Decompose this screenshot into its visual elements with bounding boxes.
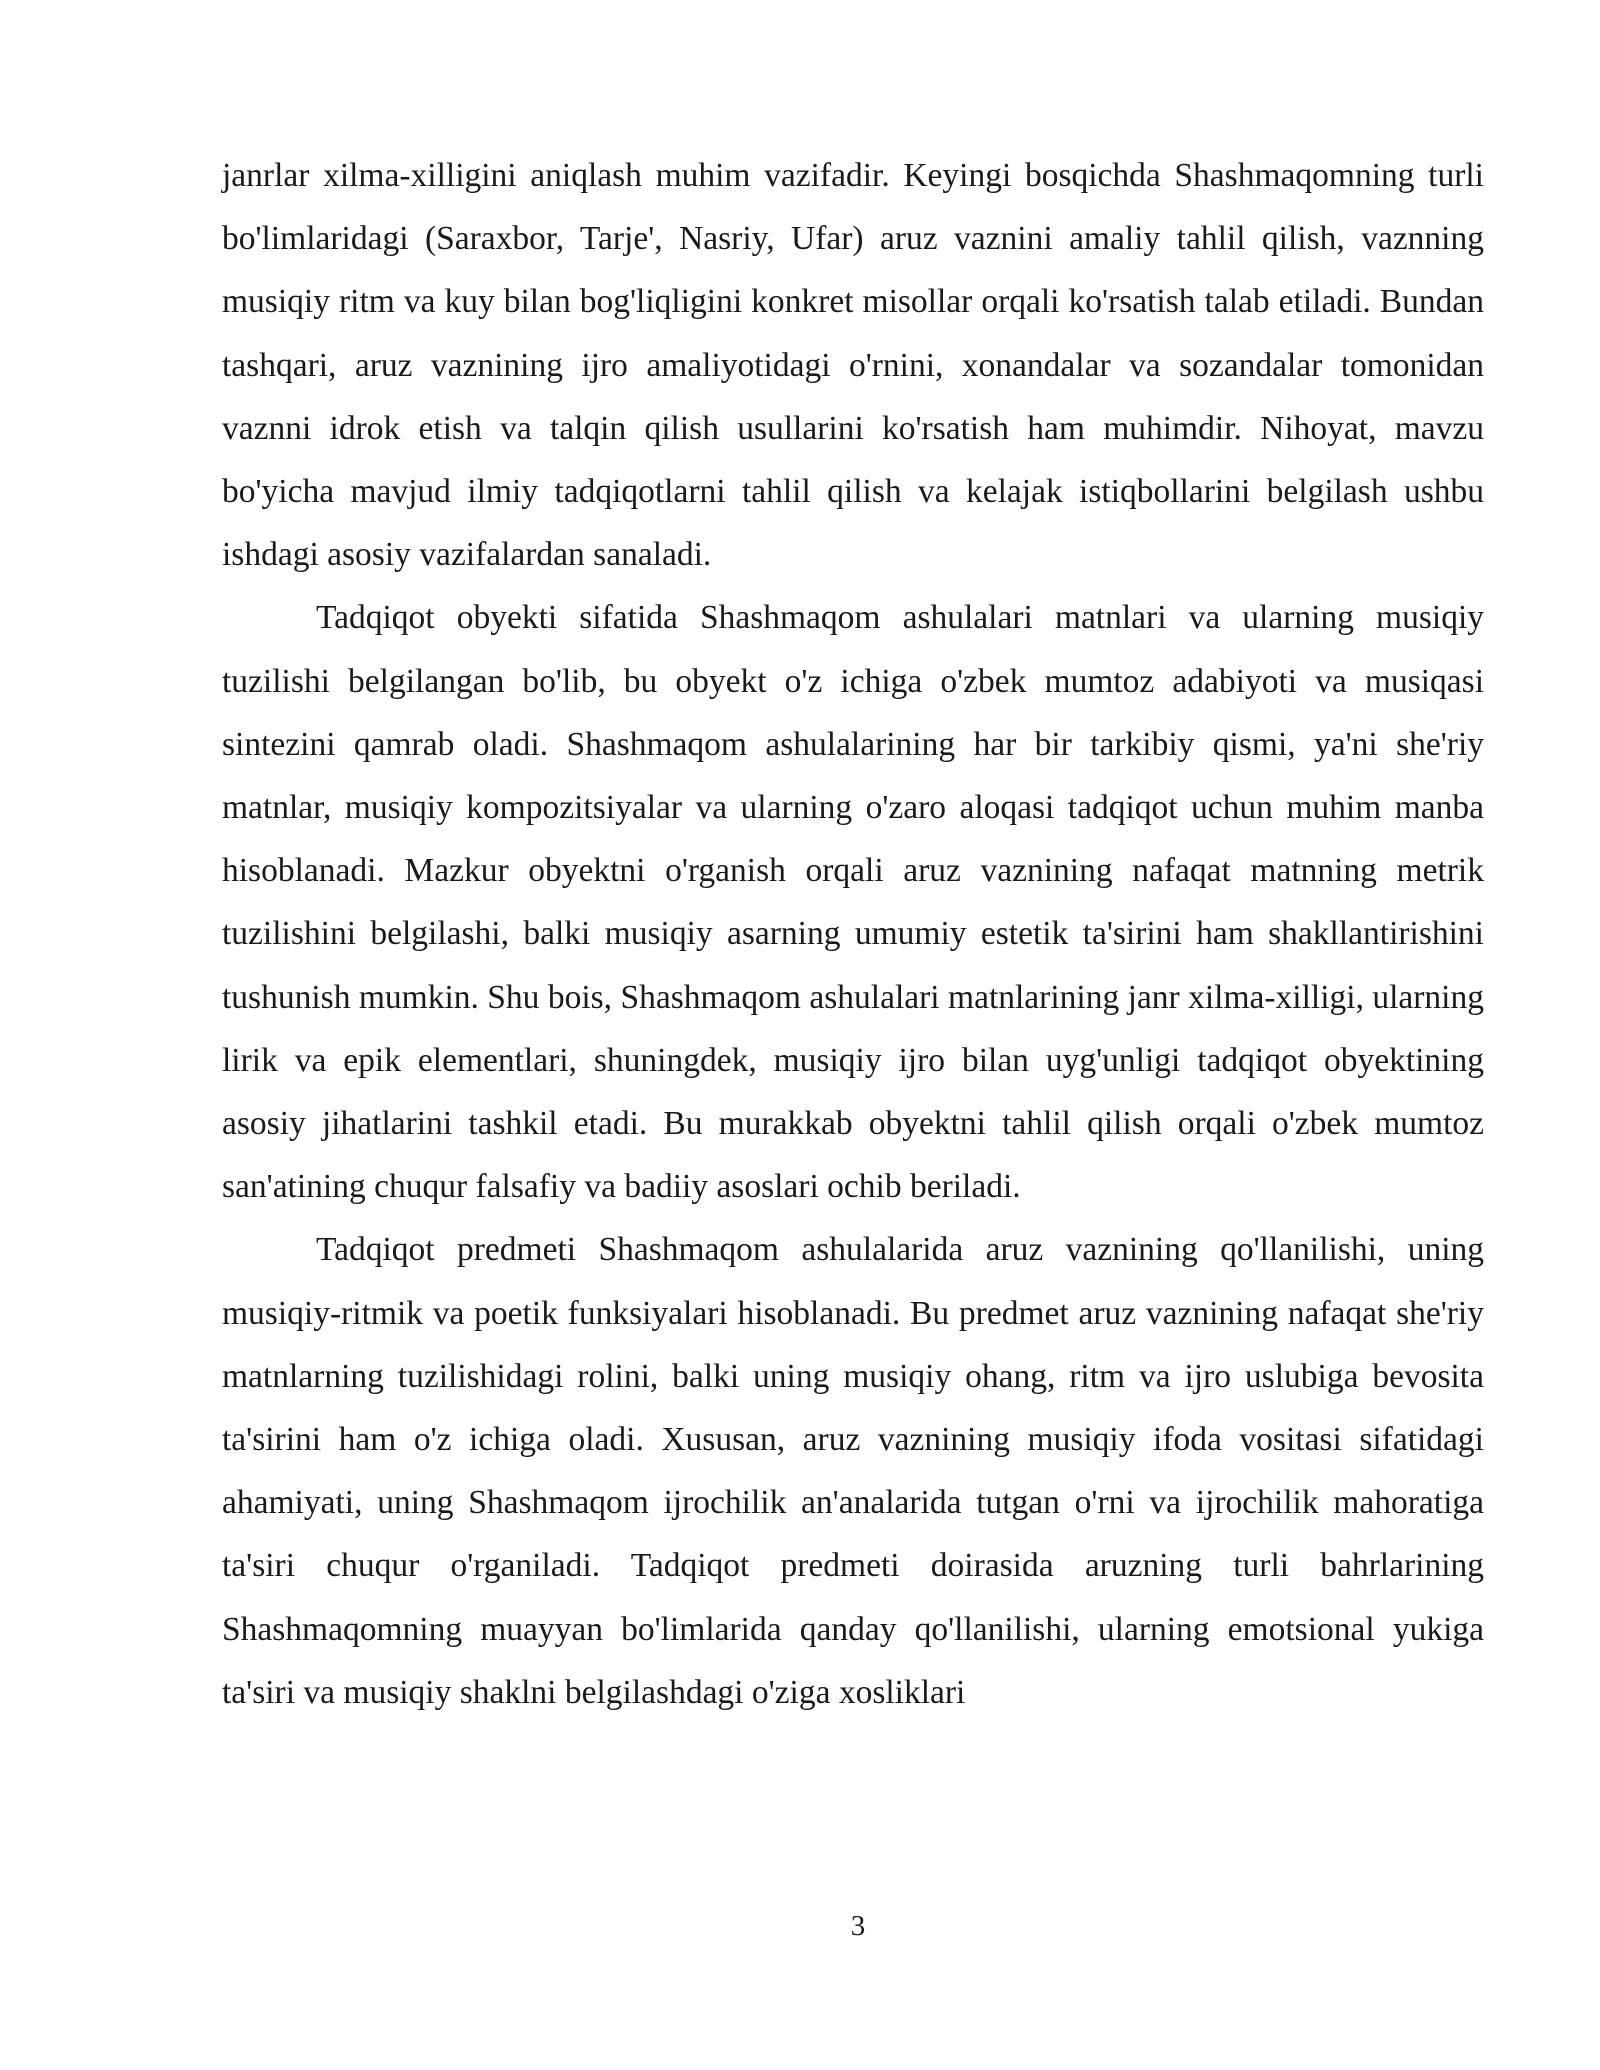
paragraph-continuation: janrlar xilma-xilligini aniqlash muhim vazifadir. Keyingi bosqichda Shashmaqomning turli bo'limlaridagi (Saraxbor, Tarje', Nasriy, Ufar) aruz vaznini amaliy tahlil qilish, vaznning musiqiy ritm va kuy bilan bog'liqligini konkret misollar orqali ko'rsatish talab etiladi. Bundan tashqari, aruz vaznining ijro amaliyotidagi o'rnini, xonandalar va sozandalar tomonidan vaznni idrok etish va talqin qilish usullarini ko'rsatish ham muhimdir. Nihoyat, mavzu bo'yicha mavjud ilmiy tadqiqotlarni tahlil qilish va kelajak istiqbollarini belgilash ushbu ishdagi asosiy vazifalardan sanaladi.	[222, 157, 1484, 574]
body-text	[222, 144, 1484, 1724]
page-number: 3	[850, 1910, 866, 1942]
paragraph-research-subject: Tadqiqot predmeti Shashmaqom ashulalarida aruz vaznining qo'llanilishi, uning musiqiy-ritmik va poetik funksiyalari hisoblanadi. Bu predmet aruz vaznining nafaqat she'riy matnlarning tuzilishidagi rolini, balki uning musiqiy ohang, ritm va ijro uslubiga bevosita ta'sirini ham o'z ichiga oladi. Xususan, aruz vaznining musiqiy ifoda vositasi sifatidagi ahamiyati, uning Shashmaqom ijrochilik an'analarida tutgan o'rni va ijrochilik mahoratiga ta'siri chuqur o'rganiladi. Tadqiqot predmeti doirasida aruzning turli bahrlarining Shashmaqomning muayyan bo'limlarida qanday qo'llanilishi, ularning emotsional yukiga ta'siri va musiqiy shaklni belgilashdagi o'ziga xosliklari	[222, 1231, 1484, 1711]
paragraph-research-object: Tadqiqot obyekti sifatida Shashmaqom ashulalari matnlari va ularning musiqiy tuzilishi belgilangan bo'lib, bu obyekt o'z ichiga o'zbek mumtoz adabiyoti va musiqasi sintezini qamrab oladi. Shashmaqom ashulalarining har bir tarkibiy qismi, ya'ni she'riy matnlar, musiqiy kompozitsiyalar va ularning o'zaro aloqasi tadqiqot uchun muhim manba hisoblanadi. Mazkur obyektni o'rganish orqali aruz vaznining nafaqat matnning metrik tuzilishini belgilashi, balki musiqiy asarning umumiy estetik ta'sirini ham shakllantirishini tushunish mumkin. Shu bois, Shashmaqom ashulalari matnlarining janr xilma-xilligi, ularning lirik va epik elementlari, shuningdek, musiqiy ijro bilan uyg'unligi tadqiqot obyektining asosiy jihatlarini tashkil etadi. Bu murakkab obyektni tahlil qilish orqali o'zbek mumtoz san'atining chuqur falsafiy va badiiy asoslari ochib beriladi.	[222, 599, 1484, 1206]
